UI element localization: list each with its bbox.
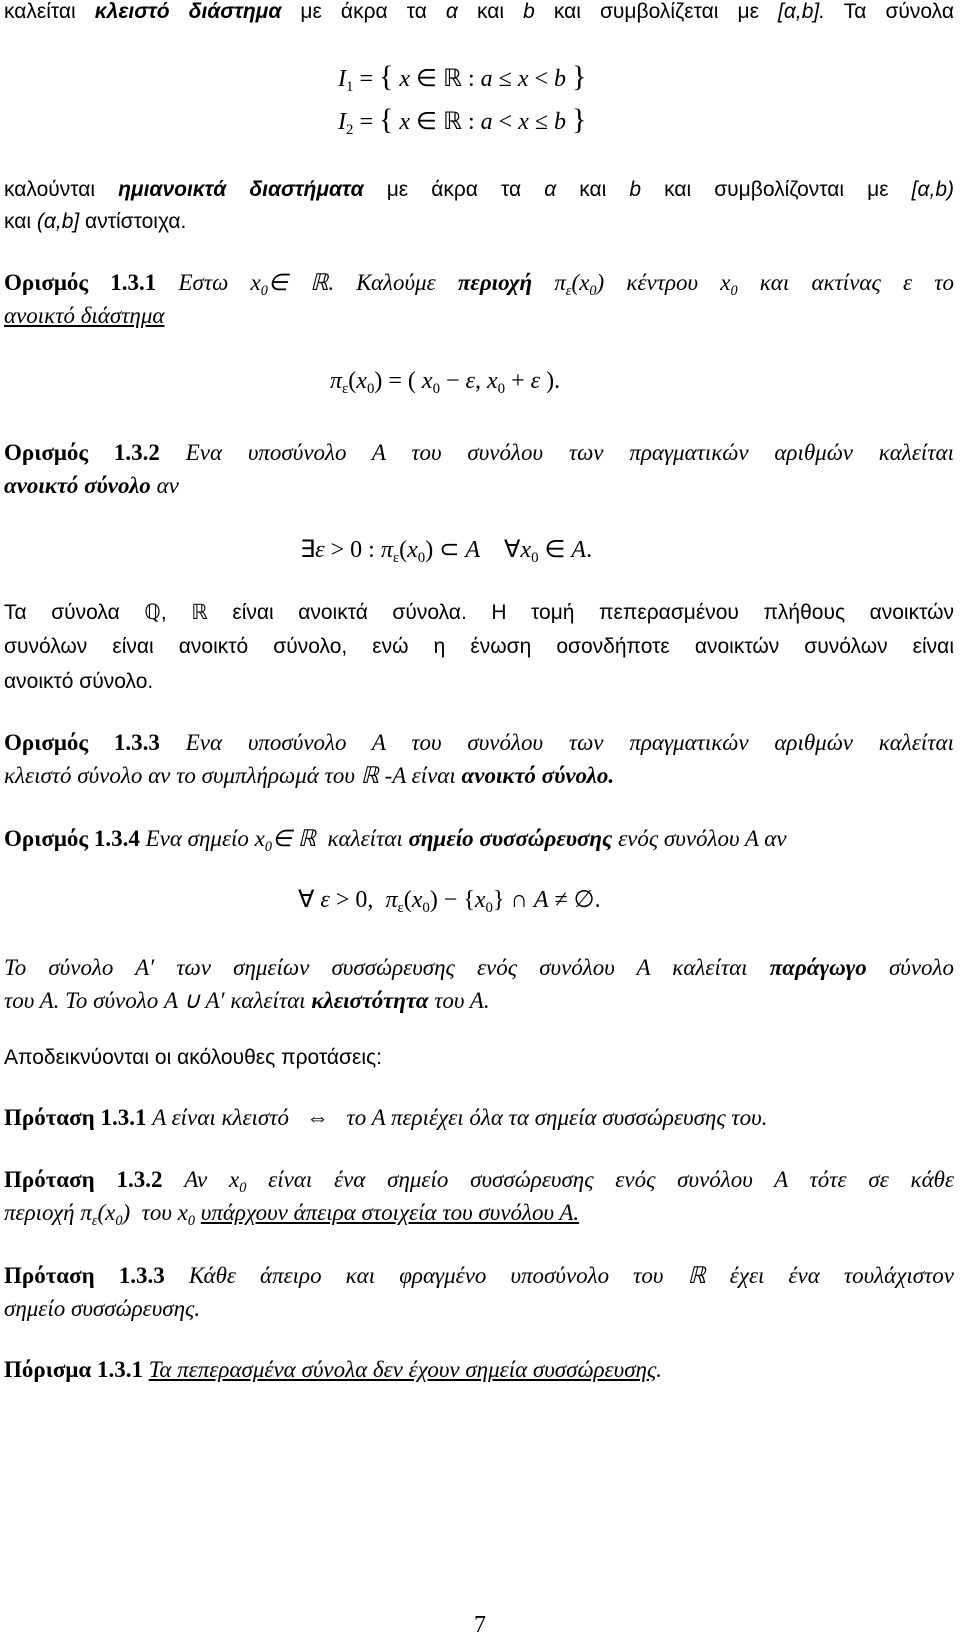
corollary-1-3-1: Πόρισμα 1.3.1 Τα πεπερασμένα σύνολα δεν έχουν σημεία συσσώρευσης.: [4, 1357, 663, 1382]
text-line: καλείται κλειστό διάστημα με άκρα τα α και b και συμβολίζεται με [α,b]. Τα σύνολα: [4, 0, 955, 23]
page-number: 7: [474, 1612, 486, 1638]
text-line: Αποδεικνύονται οι ακόλουθες προτάσεις:: [4, 1046, 382, 1069]
text-line: συνόλων είναι ανοικτό σύνολο, ενώ η ένωση οσονδήποτε ανοικτών συνόλων είναι: [4, 635, 954, 658]
definition-1-3-2-cont: ανοικτό σύνολο αν: [4, 473, 179, 498]
definition-1-3-1-cont: ανοικτό διάστημα: [4, 303, 165, 328]
formula-open-set: ∃ε > 0 : $\pi_\varepsilon(x_0)$ ⊂ A $\forall x_0$ ∈ A.: [300, 537, 593, 567]
proposition-1-3-2: Πρόταση 1.3.2 Αν $x_0$ είναι ένα σημείο συσσώρευσης ενός συνόλου Α τότε σε κάθε: [4, 1167, 955, 1196]
proposition-1-3-2-cont: περιοχή $\pi_\varepsilon(x_0)$ του $x_0$ υπάρχουν άπειρα στοιχεία του συνόλου Α.: [4, 1200, 580, 1229]
formula-interval-i2: $I_2$ = { x ∈ ℝ : a < x ≤ b }: [338, 103, 587, 139]
proposition-1-3-3: Πρόταση 1.3.3 Κάθε άπειρο και φραγμένο υποσύνολο του ℝ έχει ένα τουλάχιστον: [4, 1263, 954, 1288]
text-line: ανοικτό σύνολο.: [4, 670, 154, 693]
formula-accumulation: ∀ ε > 0, $\pi_\varepsilon(x_0) - \{x_0\}$ ∩ A ≠ ∅.: [298, 887, 601, 917]
text-line: Το σύνολο Α′ των σημείων συσσώρευσης ενός συνόλου Α καλείται παράγωγο σύνολο: [4, 955, 955, 980]
definition-1-3-3-cont: κλειστό σύνολο αν το συμπλήρωμά του ℝ -Α είναι ανοικτό σύνολο.: [4, 763, 615, 788]
proposition-1-3-1: Πρόταση 1.3.1 Α είναι κλειστό ⇔ το Α περιέχει όλα τα σημεία συσσώρευσης του.: [4, 1105, 768, 1130]
definition-1-3-3: Ορισμός 1.3.3 Ενα υποσύνολο Α του συνόλου των πραγματικών αριθμών καλείται: [4, 730, 954, 755]
proposition-1-3-3-cont: σημείο συσσώρευσης.: [4, 1296, 201, 1321]
text-line: Τα σύνολα ℚ, ℝ είναι ανοικτά σύνολα. Η τομή πεπερασμένου πλήθους ανοικτών: [4, 601, 954, 624]
formula-interval-i1: $I_1$ = { x ∈ ℝ : a ≤ x < b }: [338, 60, 587, 96]
definition-1-3-2: Ορισμός 1.3.2 Ενα υποσύνολο Α του συνόλου των πραγματικών αριθμών καλείται: [4, 440, 954, 465]
text-line: του Α. Το σύνολο A ∪ A′ καλείται κλειστότητα του Α.: [4, 988, 490, 1013]
definition-1-3-4: Ορισμός 1.3.4 Ενα σημείο $x_0\in$ ℝ καλείται σημείο συσσώρευσης ενός συνόλου Α αν: [4, 826, 787, 855]
text-line: καλούνται ημιανοικτά διαστήματα με άκρα τα α και b και συμβολίζονται με [α,b): [4, 178, 954, 201]
definition-1-3-1: Ορισμός 1.3.1 Εστω $x_0\in$ ℝ. Καλούμε περιοχή $\pi_\varepsilon(x_0)$ κέντρου $x_0$ και ακτίνας ε το: [4, 270, 954, 299]
formula-neighborhood: $\pi_\varepsilon(x_0)$ = ( $x_0 - \varepsilon$, $x_0 + \varepsilon$ ).: [330, 368, 561, 398]
text-line: και (α,b] αντίστοιχα.: [4, 210, 187, 233]
